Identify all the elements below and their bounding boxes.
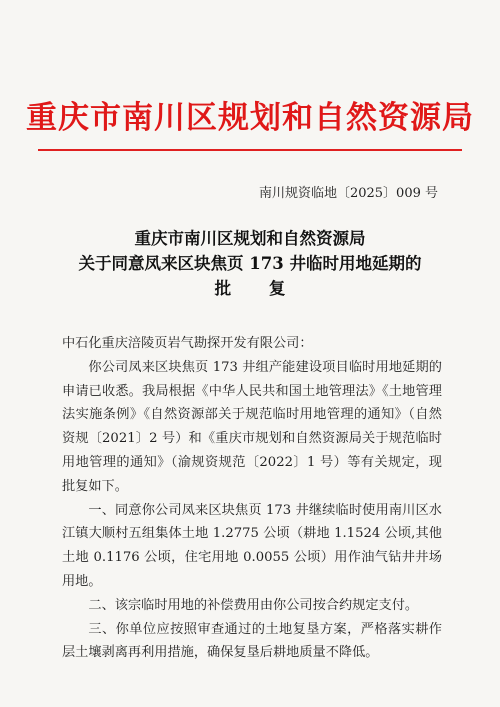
addressee: 中石化重庆涪陵页岩气勘探开发有限公司： bbox=[62, 336, 313, 351]
title-line-1: 重庆市南川区规划和自然资源局 bbox=[134, 229, 366, 248]
issuing-authority-header: 重庆市南川区规划和自然资源局 bbox=[26, 100, 474, 136]
title-line-3: 批 复 bbox=[214, 279, 302, 298]
document-number: 南川规资临地〔2025〕009 号 bbox=[258, 186, 438, 201]
document-title bbox=[0, 226, 500, 301]
body-paragraph: 二、该宗临时用地的补偿费用由你公司按合约规定支付。 bbox=[88, 597, 419, 613]
body-paragraph: 你公司凤来区块焦页 173 井组产能建设项目临时用地延期的申请已收悉。我局根据《中华人民共和国土地管理法》《土地管理法实施条例》《自然资源部关于规范临时用地管理的通知》（自然资规〔2021〕2 号）和《重庆市规划和自然资源局关于规范临时用地管理的通知》（渝规资规范〔2022〕1 号）等有关规定，现批复如下。 bbox=[62, 359, 442, 494]
body-paragraph: 一、同意你公司凤来区块焦页 173 井继续临时使用南川区水江镇大顺村五组集体土地 1.2775 公顷（耕地 1.1524 公顷,其他土地 0.1176 公顷，住宅用地 0.0055 公顷）用作油气钻井井场用地。 bbox=[62, 502, 442, 589]
body-paragraph: 三、你单位应按照审查通过的土地复垦方案，严格落实耕作层土壤剥离再利用措施，确保复垦后耕地质量不降低。 bbox=[62, 621, 442, 661]
red-separator-line bbox=[38, 149, 462, 151]
document-body bbox=[62, 332, 442, 665]
title-line-2: 关于同意凤来区块焦页 173 井临时用地延期的 bbox=[78, 254, 422, 273]
